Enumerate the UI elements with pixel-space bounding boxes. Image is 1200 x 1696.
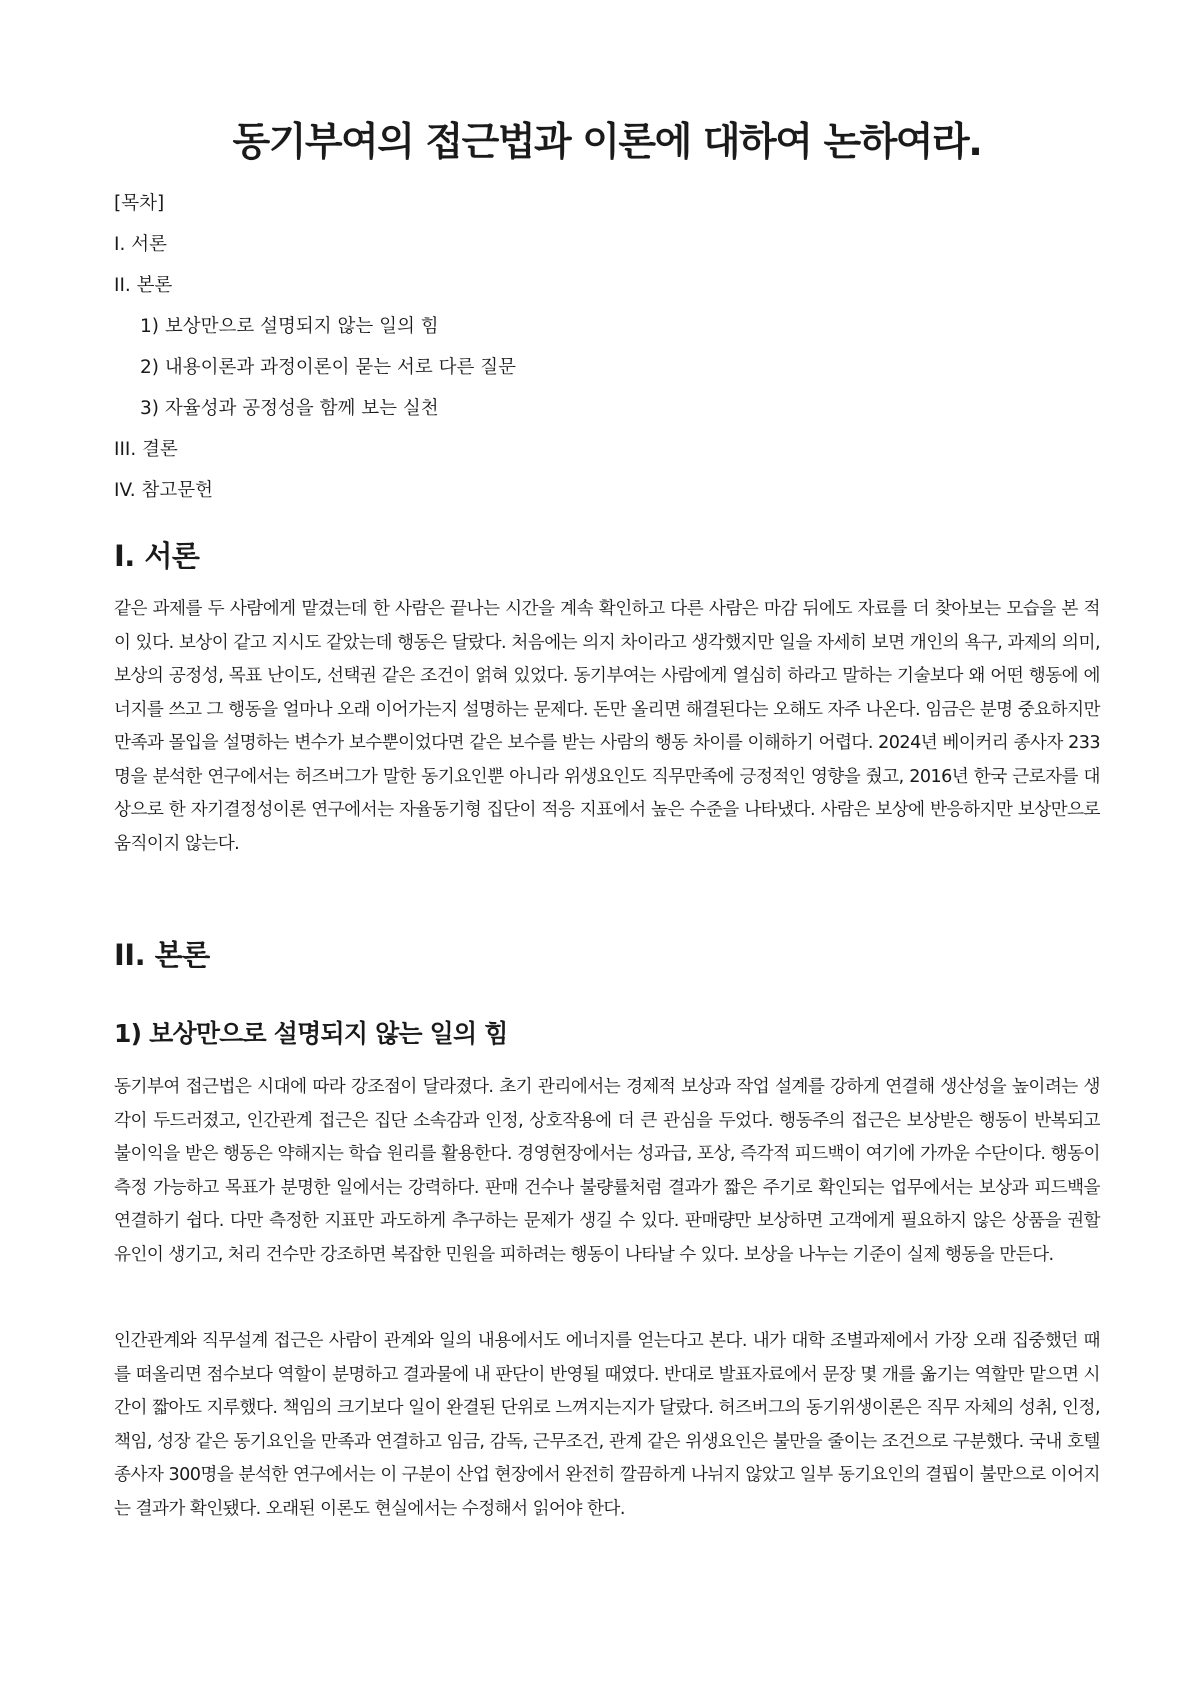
toc-item-conclusion: III. 결론 — [114, 439, 178, 460]
toc-item-body-section-2: 2) 내용이론과 과정이론이 묻는 서로 다른 질문 — [140, 357, 516, 378]
toc-item-body-section-3: 3) 자율성과 공정성을 함께 보는 실천 — [140, 398, 439, 419]
body-heading: II. 본론 — [114, 938, 210, 972]
toc-item-introduction: I. 서론 — [114, 234, 167, 255]
section-1-heading: 1) 보상만으로 설명되지 않는 일의 힘 — [114, 1019, 508, 1048]
intro-heading: I. 서론 — [114, 539, 200, 573]
section-1-paragraph-2: 인간관계와 직무설계 접근은 사람이 관계와 일의 내용에서도 에너지를 얻는다고 본다. 내가 대학 조별과제에서 가장 오래 집중했던 때를 떠올리면 점수보다 역할이 분명하고 결과물에 내 판단이 반영될 때였다. 반대로 발표자료에서 문장 몇 개를 옮기는 역할만 맡으면 시간이 짧아도 지루했다. 책임의 크기보다 일이 완결된 단위로 느껴지는지가 달랐다. 허즈버그의 동기위생이론은 직무 자체의 성취, 인정, 책임, 성장 같은 동기요인을 만족과 연결하고 임금, 감독, 근무조건, 관계 같은 위생요인은 불만을 줄이는 조건으로 구분했다. 국내 호텔 종사자 300명을 분석한 연구에서는 이 구분이 산업 현장에서 완전히 깔끔하게 나뉘지 않았고 일부 동기요인의 결핍이 불만으로 이어지는 결과가 확인됐다. 오래된 이론도 현실에서는 수정해서 읽어야 한다. — [114, 1331, 1100, 1519]
document-title: 동기부여의 접근법과 이론에 대하여 논하여라. — [232, 120, 982, 165]
toc-heading: [목차] — [114, 193, 165, 214]
section-1-paragraph-1: 동기부여 접근법은 시대에 따라 강조점이 달라졌다. 초기 관리에서는 경제적 보상과 작업 설계를 강하게 연결해 생산성을 높이려는 생각이 두드러졌고, 인간관계 접근은 집단 소속감과 인정, 상호작용에 더 큰 관심을 두었다. 행동주의 접근은 보상받은 행동이 반복되고 불이익을 받은 행동은 약해지는 학습 원리를 활용한다. 경영현장에서는 성과급, 포상, 즉각적 피드백이 여기에 가까운 수단이다. 행동이 측정 가능하고 목표가 분명한 일에서는 강력하다. 판매 건수나 불량률처럼 결과가 짧은 주기로 확인되는 업무에서는 보상과 피드백을 연결하기 쉽다. 다만 측정한 지표만 과도하게 추구하는 문제가 생길 수 있다. 판매량만 보상하면 고객에게 필요하지 않은 상품을 권할 유인이 생기고, 처리 건수만 강조하면 복잡한 민원을 피하려는 행동이 나타날 수 있다. 보상을 나누는 기준이 실제 행동을 만든다. — [114, 1077, 1100, 1265]
table-of-contents — [114, 190, 1100, 518]
toc-item-body: II. 본론 — [114, 275, 173, 296]
toc-item-body-section-1: 1) 보상만으로 설명되지 않는 일의 힘 — [140, 316, 439, 337]
toc-item-references: IV. 참고문헌 — [114, 480, 213, 501]
intro-paragraph: 같은 과제를 두 사람에게 맡겼는데 한 사람은 끝나는 시간을 계속 확인하고 다른 사람은 마감 뒤에도 자료를 더 찾아보는 모습을 본 적이 있다. 보상이 같고 지시도 같았는데 행동은 달랐다. 처음에는 의지 차이라고 생각했지만 일을 자세히 보면 개인의 욕구, 과제의 의미, 보상의 공정성, 목표 난이도, 선택권 같은 조건이 얽혀 있었다. 동기부여는 사람에게 열심히 하라고 말하는 기술보다 왜 어떤 행동에 에너지를 쓰고 그 행동을 얼마나 오래 이어가는지 설명하는 문제다. 돈만 올리면 해결된다는 오해도 자주 나온다. 임금은 분명 중요하지만 만족과 몰입을 설명하는 변수가 보수뿐이었다면 같은 보수를 받는 사람의 행동 차이를 이해하기 어렵다. 2024년 베이커리 종사자 233명을 분석한 연구에서는 허즈버그가 말한 동기요인뿐 아니라 위생요인도 직무만족에 긍정적인 영향을 줬고, 2016년 한국 근로자를 대상으로 한 자기결정성이론 연구에서는 자율동기형 집단이 적응 지표에서 높은 수준을 나타냈다. 사람은 보상에 반응하지만 보상만으로 움직이지 않는다. — [114, 599, 1100, 854]
